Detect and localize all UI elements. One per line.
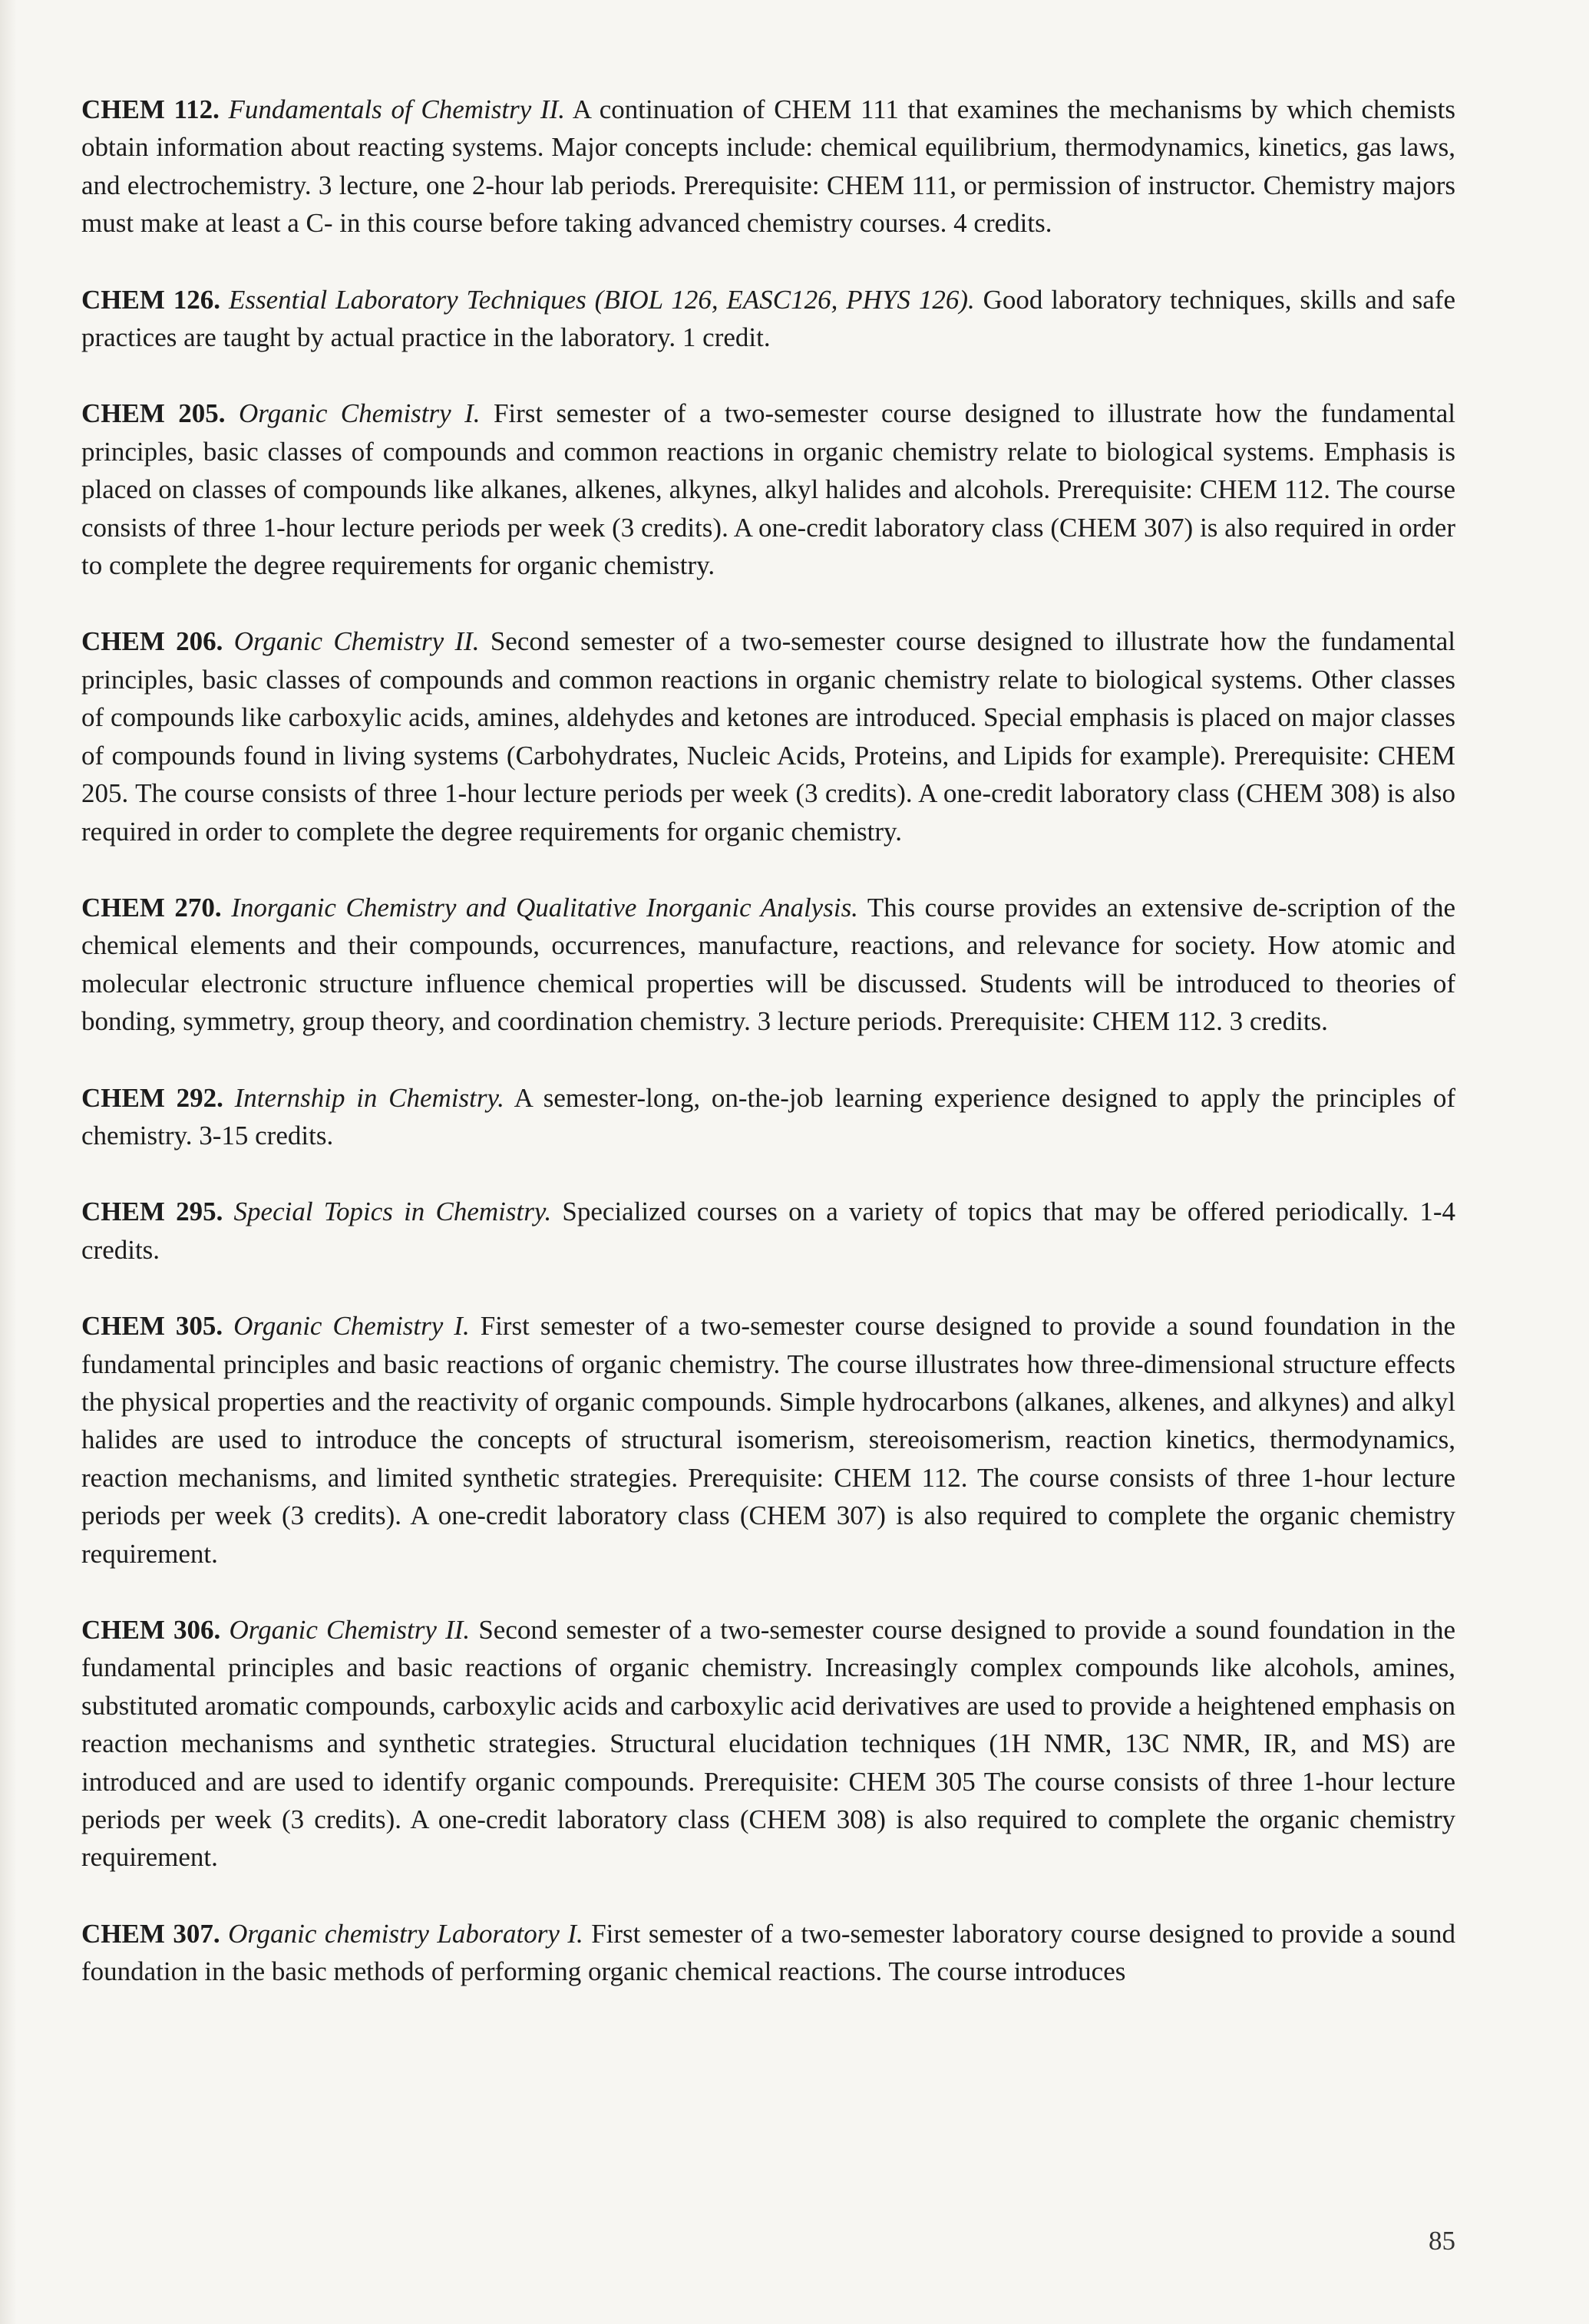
course-description: First semester of a two-semester laboratory course designed to provide a sound foundation in the basic methods of performing organic chemical reactions. The course introduces [81, 1918, 1456, 1987]
course-title: Organic Chemistry I. [239, 398, 481, 429]
course-entry-chem-292 [81, 1079, 1455, 1155]
course-entry-chem-305 [81, 1307, 1455, 1573]
course-title: Fundamentals of Chemistry II. [228, 94, 565, 124]
course-description: A continuation of CHEM 111 that examines the mechanisms by which chemists obtain information about reacting systems. Major concepts include: chemical equilibrium, thermodynamics, kinetics, gas laws, and electrochemistry. 3 lecture, one 2-hour lab periods. Prerequisite: CHEM 111, or permission of instructor. Chemistry majors must make at least a C- in this course before taking advanced chemistry courses. 4 credits. [81, 94, 1456, 239]
course-entry-chem-112 [81, 91, 1455, 243]
page-number: 85 [1429, 2226, 1455, 2256]
course-title: Inorganic Chemistry and Qualitative Inorganic Analysis. [231, 892, 858, 923]
course-title: Organic chemistry Laboratory I. [228, 1918, 583, 1949]
course-description: Good laboratory techniques, skills and safe practices are taught by actual practice in the laboratory. 1 credit. [81, 284, 1455, 353]
course-code: CHEM 205. [81, 398, 226, 429]
course-title: Internship in Chemistry. [234, 1082, 504, 1113]
page-edge-shadow [0, 0, 17, 2324]
course-code: CHEM 112. [81, 94, 220, 124]
course-description: A semester-long, on-the-job learning experience designed to apply the principles of chemistry. 3-15 credits. [81, 1082, 1455, 1150]
course-code: CHEM 126. [81, 284, 221, 315]
course-title: Special Topics in Chemistry. [233, 1197, 552, 1227]
course-title: Organic Chemistry I. [233, 1311, 470, 1342]
course-code: CHEM 295. [81, 1197, 223, 1227]
course-description: Second semester of a two-semester course designed to provide a sound foundation in the fundamental principles and basic reactions of organic chemistry. Increasingly complex compounds like alcohols, amines, substituted aromatic compounds, carboxylic acids and carboxylic acid derivatives are used to provide a heightened emphasis on reaction mechanisms and synthetic strategies. Structural elucidation techniques (1H NMR, 13C NMR, IR, and MS) are introduced and are used to identify organic compounds. Prerequisite: CHEM 305 The course consists of three 1-hour lecture periods per week (3 credits). A one-credit laboratory class (CHEM 308) is also required to complete the organic chemistry requirement. [81, 1615, 1456, 1873]
course-description: Specialized courses on a variety of topics that may be offered periodically. 1-4 credits. [81, 1197, 1455, 1265]
course-code: CHEM 270. [81, 892, 222, 923]
course-list [81, 91, 1455, 1991]
course-code: CHEM 306. [81, 1615, 221, 1645]
course-code: CHEM 305. [81, 1311, 223, 1342]
course-description: This course provides an extensive de-scription of the chemical elements and their compounds, occurrences, manufacture, reactions, and relevance for society. How atomic and molecular electronic structure influence chemical properties will be discussed. Students will be introduced to theories of bonding, symmetry, group theory, and coordination chemistry. 3 lecture periods. Prerequisite: CHEM 112. 3 credits. [81, 892, 1455, 1037]
course-title: Essential Laboratory Techniques (BIOL 126, EASC126, PHYS 126). [228, 284, 975, 315]
course-entry-chem-126 [81, 281, 1455, 357]
course-description: Second semester of a two-semester course designed to illustrate how the fundamental principles, basic classes of compounds and common reactions in organic chemistry relate to biological systems. Other classes of compounds like carboxylic acids, amines, aldehydes and ketones are introduced. Special emphasis is placed on major classes of compounds found in living systems (Carbohydrates, Nucleic Acids, Proteins, and Lipids for example). Prerequisite: CHEM 205. The course consists of three 1-hour lecture periods per week (3 credits). A one-credit laboratory class (CHEM 308) is also required in order to complete the degree requirements for organic chemistry. [81, 626, 1456, 847]
course-code: CHEM 206. [81, 626, 223, 657]
course-entry-chem-306 [81, 1611, 1455, 1877]
course-entry-chem-307 [81, 1915, 1455, 1991]
course-description: First semester of a two-semester course designed to illustrate how the fundamental principles, basic classes of compounds and common reactions in organic chemistry relate to biological systems. Emphasis is placed on classes of compounds like alkanes, alkenes, alkynes, alkyl halides and alcohols. Prerequisite: CHEM 112. The course consists of three 1-hour lecture periods per week (3 credits). A one-credit laboratory class (CHEM 307) is also required in order to complete the degree requirements for organic chemistry. [81, 398, 1455, 581]
course-entry-chem-270 [81, 889, 1455, 1041]
course-entry-chem-206 [81, 622, 1455, 850]
course-code: CHEM 292. [81, 1082, 223, 1113]
course-description: First semester of a two-semester course designed to provide a sound foundation in the fundamental principles and basic reactions of organic chemistry. The course illustrates how three-dimensional structure effects the physical properties and the reactivity of organic compounds. Simple hydrocarbons (alkanes, alkenes, and alkynes) and alkyl halides are used to introduce the concepts of structural isomerism, stereoisomerism, reaction kinetics, thermodynamics, reaction mechanisms, and limited synthetic strategies. Prerequisite: CHEM 112. The course consists of three 1-hour lecture periods per week (3 credits). A one-credit laboratory class (CHEM 307) is also required to complete the organic chemistry requirement. [81, 1311, 1456, 1569]
course-title: Organic Chemistry II. [233, 626, 480, 657]
course-entry-chem-205 [81, 394, 1455, 584]
course-title: Organic Chemistry II. [229, 1615, 471, 1645]
course-entry-chem-295 [81, 1193, 1455, 1269]
course-code: CHEM 307. [81, 1918, 220, 1949]
